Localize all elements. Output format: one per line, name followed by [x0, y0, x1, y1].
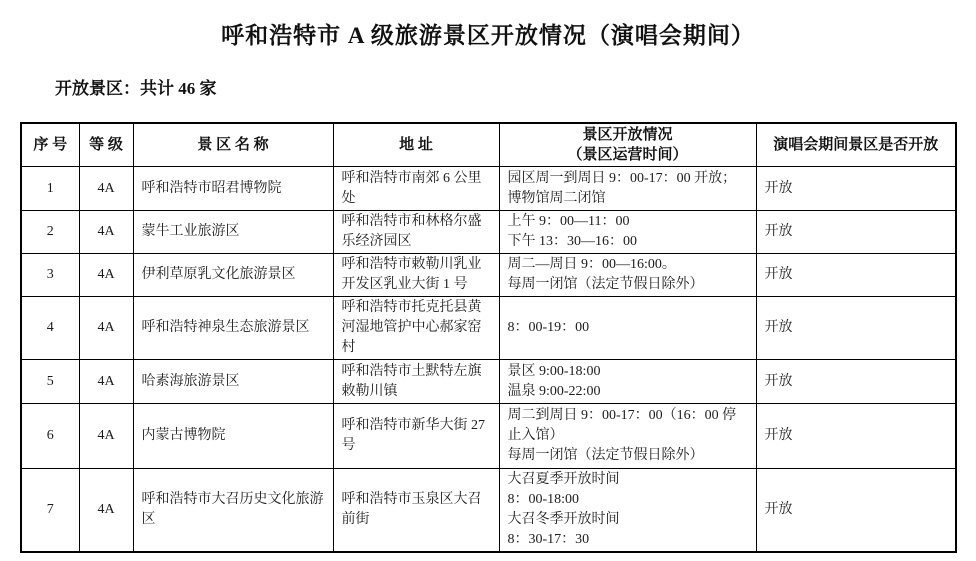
cell-concert-status: 开放 [756, 360, 956, 404]
cell-index: 7 [21, 469, 79, 553]
hours-line: 大召夏季开放时间 [507, 472, 620, 487]
cell-concert-status: 开放 [756, 297, 956, 360]
hours-line: 8：30-17：30 [507, 532, 590, 547]
table-row [21, 211, 956, 254]
cell-address: 呼和浩特市南郊 6 公里处 [333, 167, 499, 211]
cell-index: 4 [21, 297, 79, 360]
cell-hours [499, 211, 756, 254]
column-header-name: 景 区 名 称 [133, 123, 333, 167]
cell-level: 4A [79, 167, 133, 211]
column-header-address: 地 址 [333, 123, 499, 167]
cell-address: 呼和浩特市托克托县黄河湿地管护中心郝家窑村 [333, 297, 499, 360]
hours-line: 8：00-18:00 [507, 492, 580, 507]
cell-name: 呼和浩特神泉生态旅游景区 [133, 297, 333, 360]
cell-name: 哈素海旅游景区 [133, 360, 333, 404]
cell-level: 4A [79, 211, 133, 254]
cell-level: 4A [79, 360, 133, 404]
cell-level: 4A [79, 254, 133, 297]
cell-hours [499, 469, 756, 553]
hours-line: 园区周一到周日 9：00-17：00 开放；博物馆周二闭馆 [507, 170, 737, 206]
cell-name: 呼和浩特市大召历史文化旅游区 [133, 469, 333, 553]
column-header-hours [499, 123, 756, 167]
cell-hours [499, 297, 756, 360]
hours-line: 8：00-19：00 [507, 320, 590, 335]
table-row [21, 404, 956, 469]
cell-index: 3 [21, 254, 79, 297]
cell-concert-status: 开放 [756, 211, 956, 254]
hours-line: 上午 9：00—11：00 [507, 214, 630, 229]
cell-hours [499, 404, 756, 469]
cell-index: 5 [21, 360, 79, 404]
table-row [21, 167, 956, 211]
cell-name: 伊利草原乳文化旅游景区 [133, 254, 333, 297]
cell-concert-status: 开放 [756, 254, 956, 297]
table-row [21, 254, 956, 297]
cell-concert-status: 开放 [756, 469, 956, 553]
cell-name: 内蒙古博物院 [133, 404, 333, 469]
cell-name: 蒙牛工业旅游区 [133, 211, 333, 254]
cell-hours [499, 167, 756, 211]
attractions-table [20, 122, 957, 553]
hours-line: 每周一闭馆（法定节假日除外） [507, 448, 704, 463]
column-header-index: 序 号 [21, 123, 79, 167]
table-row [21, 297, 956, 360]
cell-address: 呼和浩特市敕勒川乳业开发区乳业大街 1 号 [333, 254, 499, 297]
cell-name: 呼和浩特市昭君博物院 [133, 167, 333, 211]
cell-level: 4A [79, 404, 133, 469]
hours-line: 下午 13：30—16：00 [507, 234, 637, 249]
column-header-hours-line1: 景区开放情况 [582, 127, 673, 143]
column-header-hours-line2: （景区运营时间） [567, 147, 688, 163]
hours-line: 温泉 9:00-22:00 [507, 383, 601, 399]
hours-line: 周二—周日 9：00—16:00。 [507, 257, 676, 272]
cell-level: 4A [79, 469, 133, 553]
cell-level: 4A [79, 297, 133, 360]
hours-line: 每周一闭馆（法定节假日除外） [507, 277, 704, 292]
table-header-row [21, 123, 956, 167]
column-header-concert: 演唱会期间景区是否开放 [756, 123, 956, 167]
cell-concert-status: 开放 [756, 167, 956, 211]
cell-hours [499, 360, 756, 404]
hours-line: 周二到周日 9：00-17：00（16：00 停止入馆） [507, 408, 737, 443]
table-row [21, 360, 956, 404]
cell-index: 2 [21, 211, 79, 254]
cell-concert-status: 开放 [756, 404, 956, 469]
cell-address: 呼和浩特市新华大街 27号 [333, 404, 499, 469]
cell-address: 呼和浩特市和林格尔盛乐经济园区 [333, 211, 499, 254]
column-header-level: 等 级 [79, 123, 133, 167]
table-row [21, 469, 956, 553]
cell-address: 呼和浩特市玉泉区大召前街 [333, 469, 499, 553]
page-title: 呼和浩特市 A 级旅游景区开放情况（演唱会期间） [221, 23, 755, 48]
cell-hours [499, 254, 756, 297]
cell-index: 6 [21, 404, 79, 469]
hours-line: 大召冬季开放时间 [507, 512, 620, 527]
open-count-label: 开放景区：共计 46 家 [55, 79, 217, 98]
hours-line: 景区 9:00-18:00 [507, 363, 601, 379]
cell-address: 呼和浩特市土默特左旗敕勒川镇 [333, 360, 499, 404]
cell-index: 1 [21, 167, 79, 211]
